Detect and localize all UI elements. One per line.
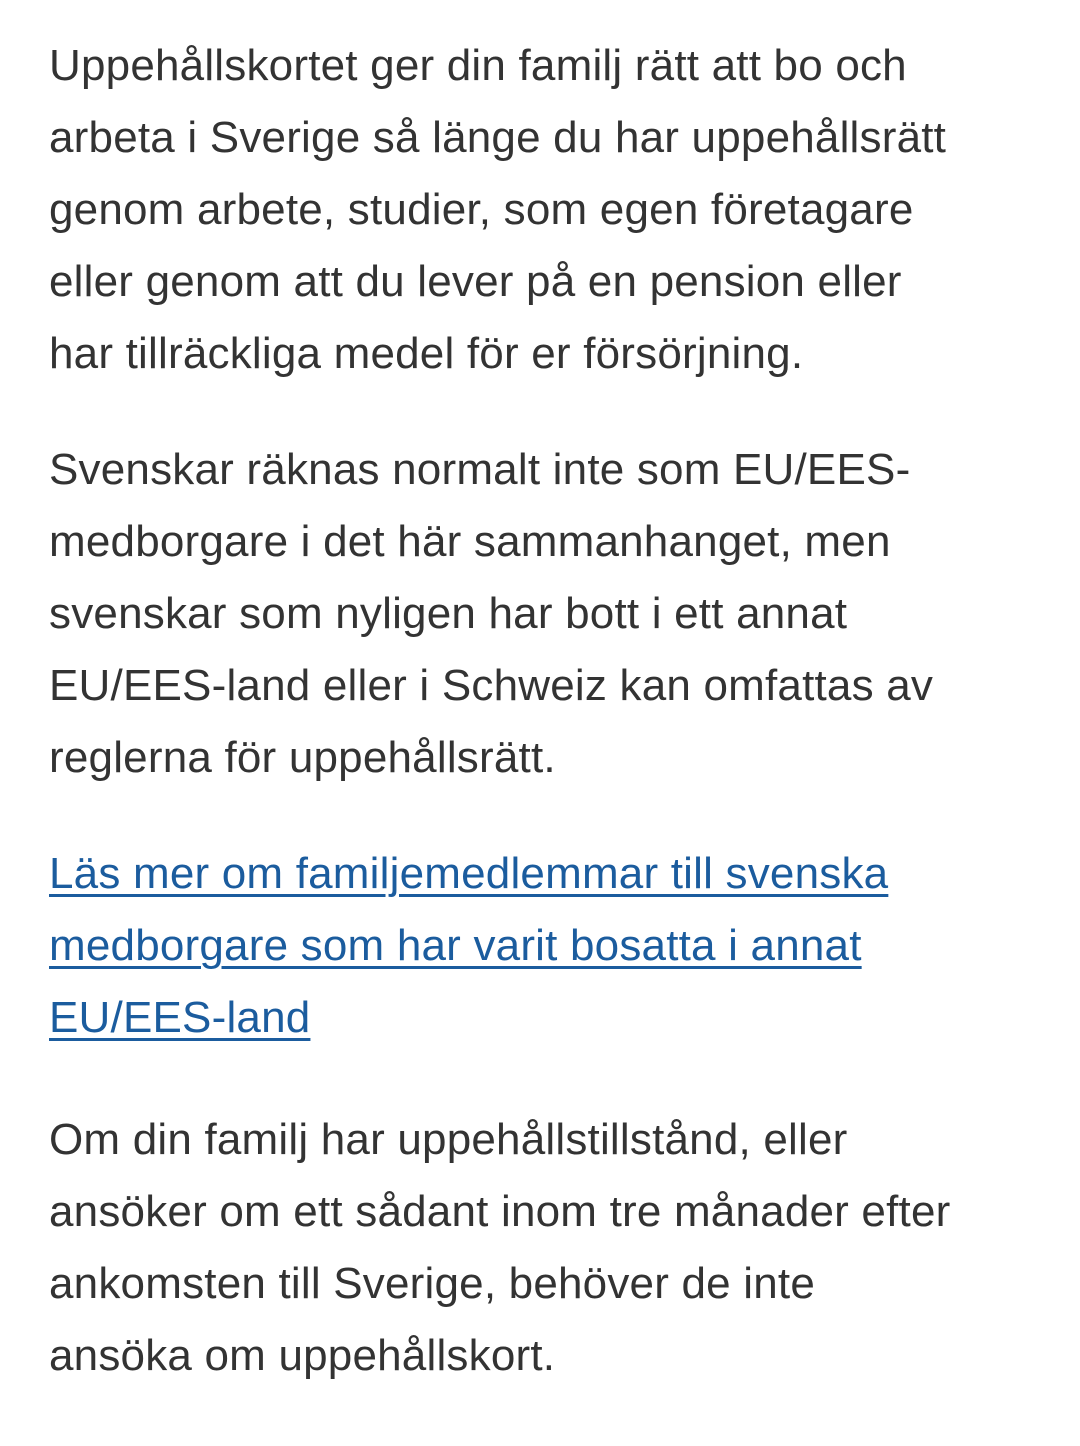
text-line: arbeta i Sverige så länge du har uppehållsrätt [49,113,947,162]
paragraph-swedish-citizens [49,434,1059,794]
article-body [49,30,1059,1392]
text-line: medborgare i det här sammanhanget, men [49,517,891,566]
text-line: ansöker om ett sådant inom tre månader efter [49,1187,951,1236]
text-line: ankomsten till Sverige, behöver de inte [49,1259,816,1308]
link-line[interactable]: EU/EES-land [49,993,311,1042]
text-line: EU/EES-land eller i Schweiz kan omfattas av [49,661,934,710]
family-members-info-link[interactable] [49,838,1059,1054]
link-line[interactable]: medborgare som har varit bosatta i annat [49,921,862,970]
text-line: har tillräckliga medel för er försörjning. [49,329,804,378]
paragraph-residence-card-rights [49,30,1059,390]
text-line: eller genom att du lever på en pension eller [49,257,902,306]
text-line: reglerna för uppehållsrätt. [49,733,556,782]
text-line: Om din familj har uppehållstillstånd, eller [49,1115,848,1164]
link-line[interactable]: Läs mer om familjemedlemmar till svenska [49,849,889,898]
text-line: svenskar som nyligen har bott i ett annat [49,589,848,638]
text-line: Svenskar räknas normalt inte som EU/EES- [49,445,911,494]
link-paragraph [49,838,1059,1054]
paragraph-residence-permit [49,1104,1059,1392]
text-line: Uppehållskortet ger din familj rätt att bo och [49,41,907,90]
text-line: ansöka om uppehållskort. [49,1331,556,1380]
text-line: genom arbete, studier, som egen företagare [49,185,914,234]
